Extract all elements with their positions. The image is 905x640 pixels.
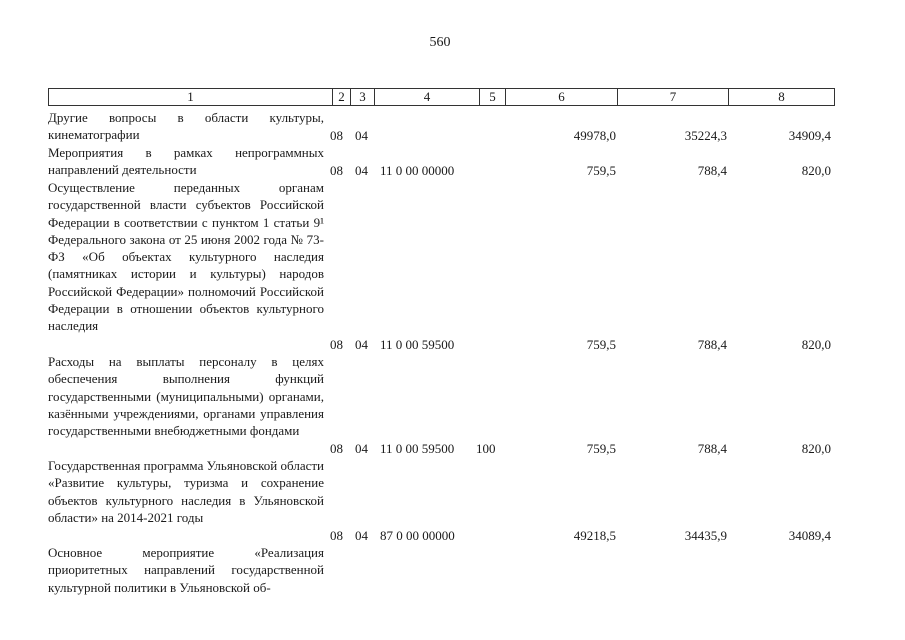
row-target-article: 11 0 00 00000 xyxy=(380,162,455,178)
row-value-col6: 759,5 xyxy=(586,162,616,178)
row-subsection: 04 xyxy=(355,527,368,543)
row-section: 08 xyxy=(330,162,343,178)
table-header xyxy=(48,88,835,106)
row-description: Основное мероприятие «Реализация приоритетных направлений государственной культурной политики в Ульяновской об- xyxy=(48,545,324,595)
table-row xyxy=(48,109,838,144)
row-description: Другие вопросы в области культуры, кинематографии xyxy=(48,110,324,143)
row-value-col8: 820,0 xyxy=(801,440,831,456)
header-col-4: 4 xyxy=(375,89,480,105)
row-expense-type: 100 xyxy=(476,440,496,456)
row-subsection: 04 xyxy=(355,336,368,352)
row-value-col7: 35224,3 xyxy=(684,127,727,143)
row-value-col6: 49218,5 xyxy=(573,527,616,543)
row-value-col8: 34909,4 xyxy=(788,127,831,143)
page-number: 560 xyxy=(429,35,451,50)
row-value-col6: 759,5 xyxy=(586,336,616,352)
row-description: Расходы на выплаты персоналу в целях обеспечения выполнения функций государственными (муниципальными) органами, казёнными учреждениями, органами управления государственными внебюджетными фондами xyxy=(48,354,324,439)
row-description: Осуществление переданных органам государственной власти субъектов Российской Федерации в соответствии с пунктом 1 статьи 9¹ Федерального закона от 25 июня 2002 года № 73-ФЗ «Об объектах культурного наследия (памятниках истории и культуры) народов Российской Федерации» полномочий Российской Федерации в отношении объектов культурного наследия xyxy=(48,180,324,334)
header-col-6: 6 xyxy=(506,89,618,105)
row-subsection: 04 xyxy=(355,127,368,143)
table-row xyxy=(48,457,838,544)
row-section: 08 xyxy=(330,127,343,143)
row-section: 08 xyxy=(330,336,343,352)
row-value-col8: 34089,4 xyxy=(788,527,831,543)
header-col-1: 1 xyxy=(49,89,333,105)
row-section: 08 xyxy=(330,527,343,543)
header-col-5: 5 xyxy=(480,89,506,105)
row-section: 08 xyxy=(330,440,343,456)
row-value-col7: 34435,9 xyxy=(684,527,727,543)
row-value-col8: 820,0 xyxy=(801,162,831,178)
table-row xyxy=(48,544,838,614)
header-col-8: 8 xyxy=(778,89,785,104)
row-value-col8: 820,0 xyxy=(801,336,831,352)
row-value-col6: 49978,0 xyxy=(573,127,616,143)
row-value-col6: 759,5 xyxy=(586,440,616,456)
row-subsection: 04 xyxy=(355,440,368,456)
row-description: Государственная программа Ульяновской области «Развитие культуры, туризма и сохранение объектов культурного наследия в Ульяновской области» на 2014-2021 годы xyxy=(48,458,324,525)
row-value-col7: 788,4 xyxy=(697,162,727,178)
table-row xyxy=(48,179,838,353)
table-row xyxy=(48,353,838,457)
row-value-col7: 788,4 xyxy=(697,440,727,456)
header-col-3: 3 xyxy=(351,89,375,105)
header-col-7: 7 xyxy=(618,89,729,105)
row-target-article: 87 0 00 00000 xyxy=(380,527,455,543)
table-row xyxy=(48,144,838,179)
row-description: Мероприятия в рамках непрограммных направлений деятельности xyxy=(48,145,324,178)
row-target-article: 11 0 00 59500 xyxy=(380,440,455,456)
header-col-2: 2 xyxy=(333,89,351,105)
row-target-article: 11 0 00 59500 xyxy=(380,336,455,352)
row-value-col7: 788,4 xyxy=(697,336,727,352)
row-subsection: 04 xyxy=(355,162,368,178)
